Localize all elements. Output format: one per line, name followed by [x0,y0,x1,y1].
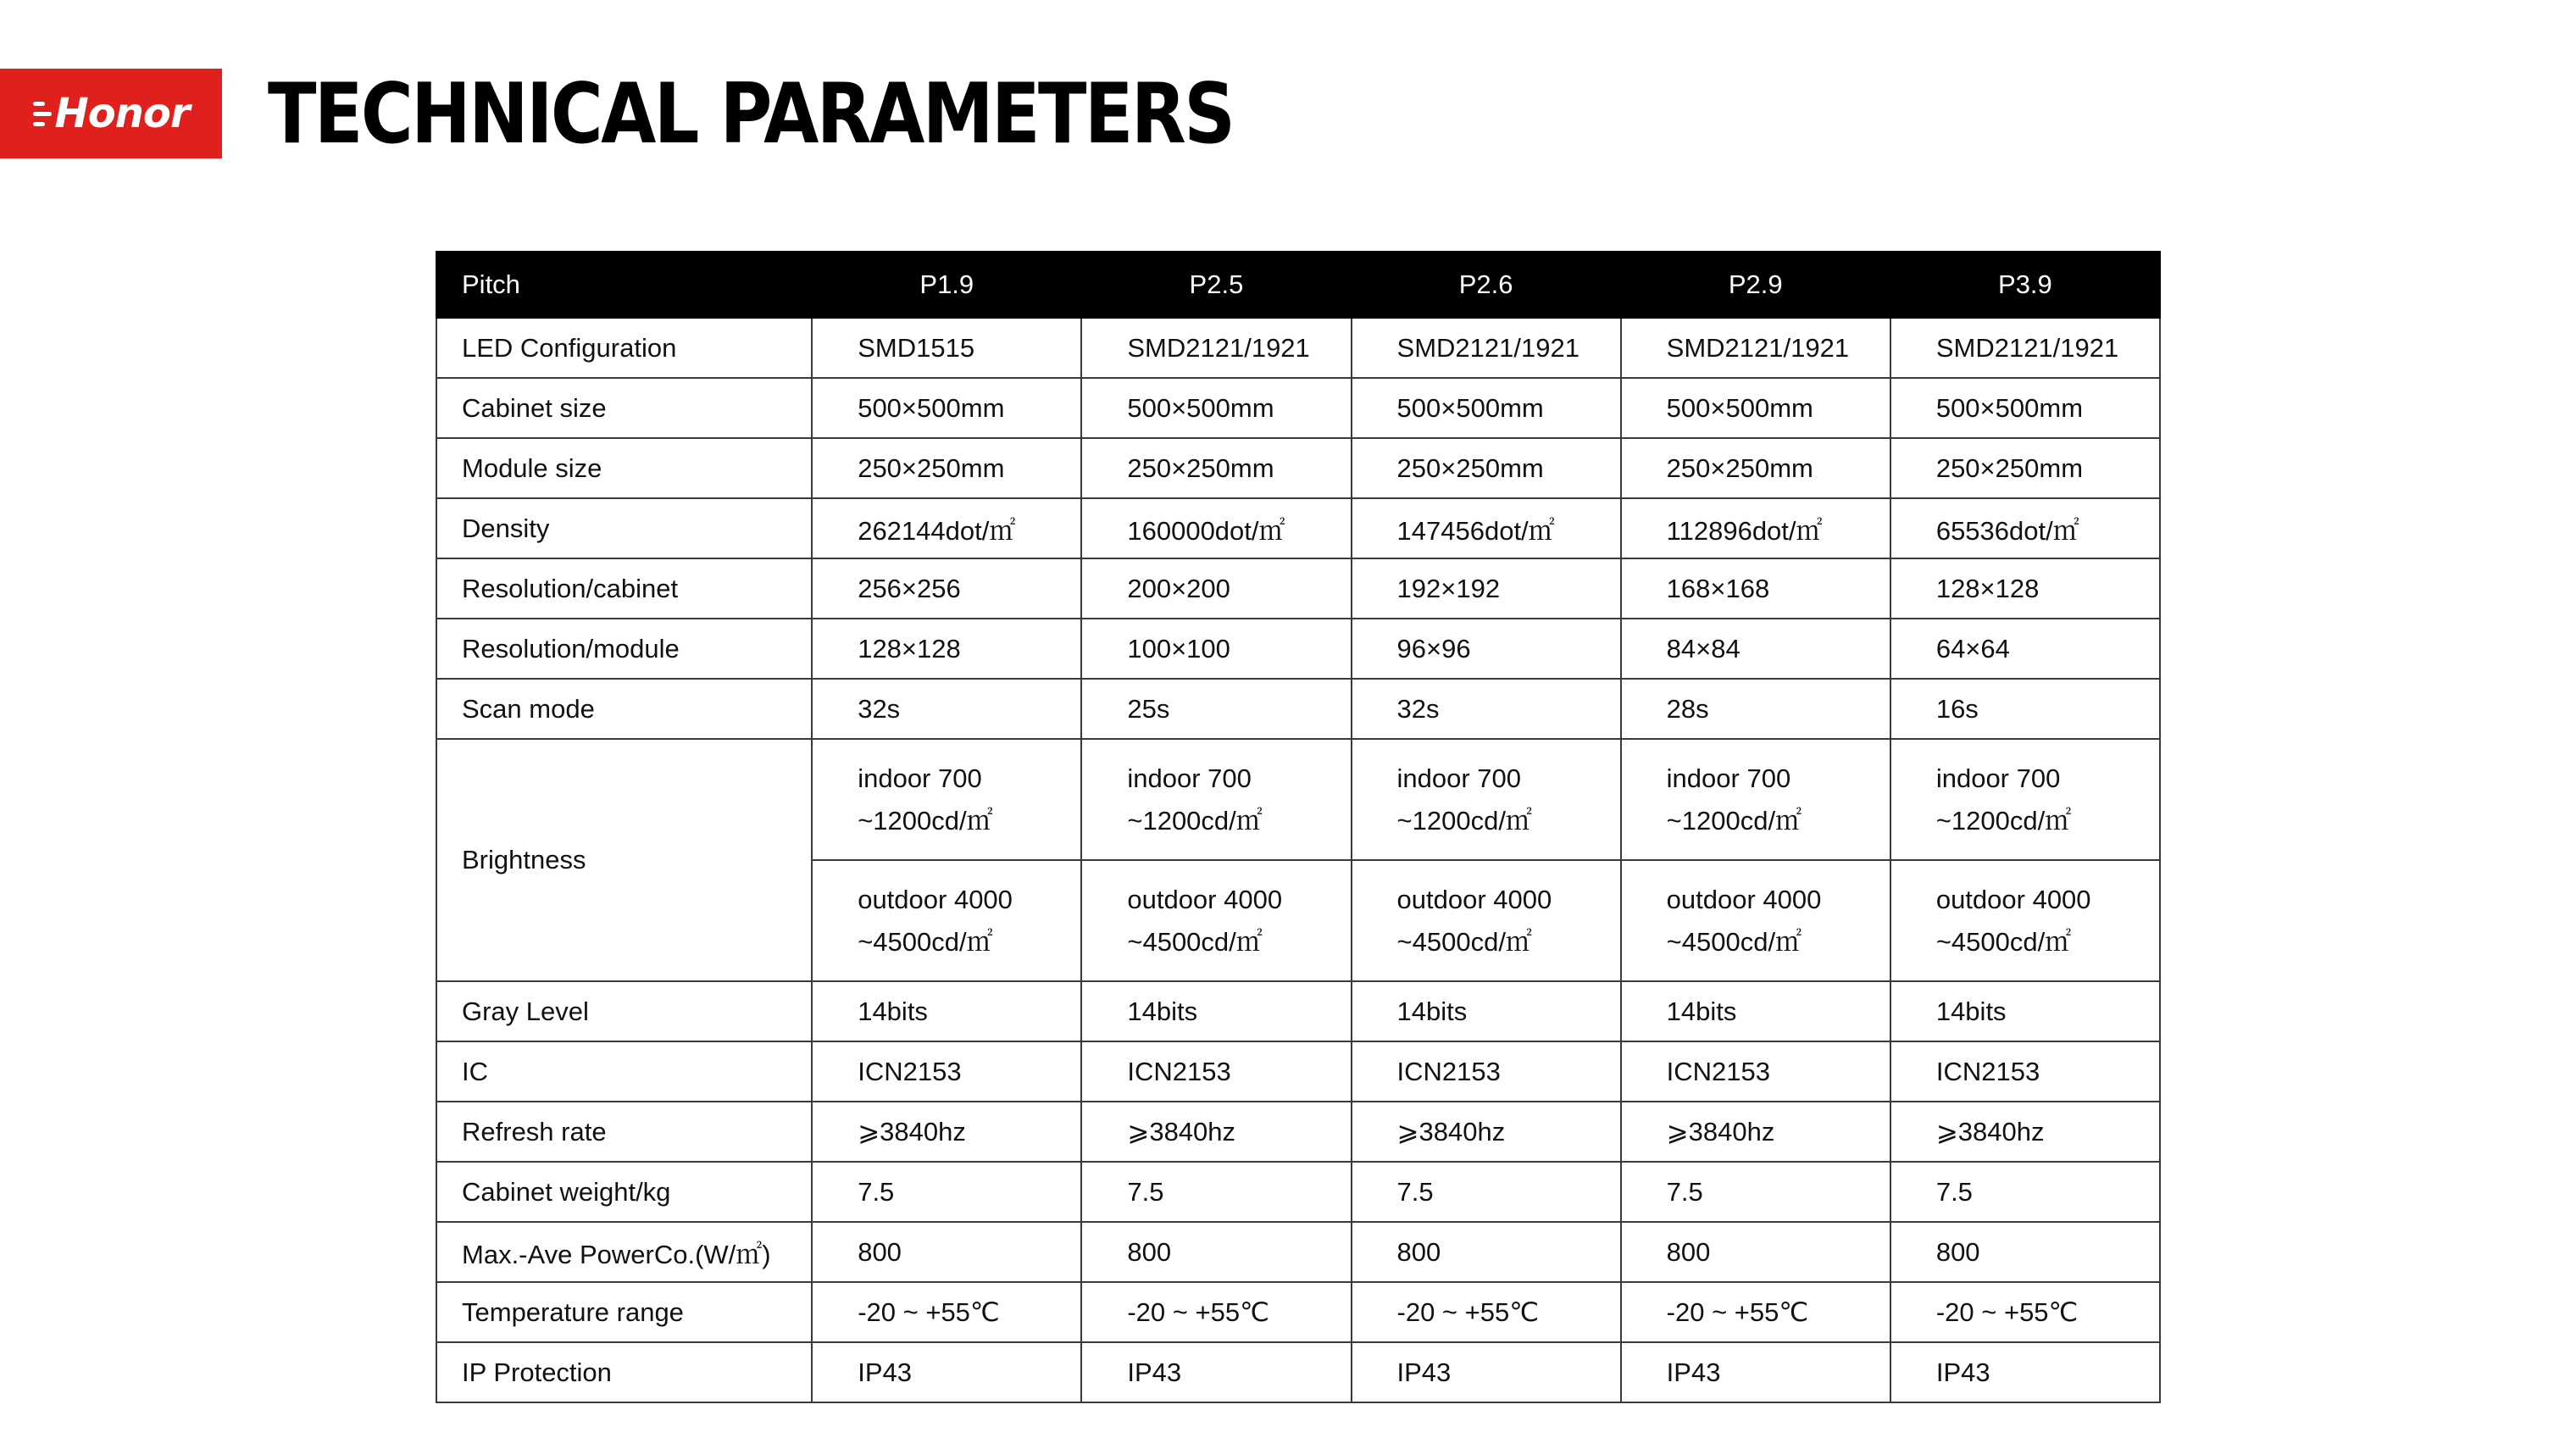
table-cell: SMD2121/1921 [1621,318,1890,378]
table-cell: IP43 [1081,1342,1351,1402]
table-cell: IP43 [1352,1342,1621,1402]
table-cell: 7.5 [1621,1162,1890,1222]
brightness-line2: ~4500cd/㎡ [1935,926,2072,957]
table-row-ip-protection [436,1342,2160,1402]
table-cell: 16s [1890,679,2160,739]
brightness-line2: ~1200cd/㎡ [1127,805,1263,836]
brightness-cell-outdoor [1352,860,1621,981]
table-cell: 800 [812,1222,1081,1282]
table-cell: ⩾3840hz [1352,1102,1621,1162]
brightness-line2: ~1200cd/㎡ [858,805,993,836]
brightness-line1: outdoor 4000 [1935,884,2091,914]
row-label: IC [436,1041,812,1102]
table-row-gray-level [436,981,2160,1041]
row-label: LED Configuration [436,318,812,378]
brightness-line1: outdoor 4000 [1396,884,1552,914]
brightness-line2: ~4500cd/㎡ [1127,926,1263,957]
table-cell: 128×128 [812,619,1081,679]
table-cell: 800 [1081,1222,1351,1282]
brightness-cell-indoor [1621,739,1890,860]
row-label: Refresh rate [436,1102,812,1162]
table-cell: ⩾3840hz [1081,1102,1351,1162]
table-cell: 64×64 [1890,619,2160,679]
table-cell: IP43 [1621,1342,1890,1402]
header-p2-6: P2.6 [1352,252,1621,318]
table-cell: IP43 [1890,1342,2160,1402]
brightness-cell-outdoor [1081,860,1351,981]
table-cell: 800 [1890,1222,2160,1282]
brand-logo [0,69,222,158]
table-cell: 25s [1081,679,1351,739]
table-cell: ICN2153 [1081,1041,1351,1102]
table-row-scan-mode [436,679,2160,739]
brightness-cell-outdoor [1890,860,2160,981]
brightness-line1: indoor 700 [1127,763,1252,793]
table-cell: 128×128 [1890,558,2160,619]
table-cell: -20 ~ +55℃ [1621,1282,1890,1342]
table-cell: SMD2121/1921 [1081,318,1351,378]
table-cell: 14bits [1621,981,1890,1041]
table-cell: 256×256 [812,558,1081,619]
brightness-line1: outdoor 4000 [858,884,1013,914]
header-p2-5: P2.5 [1081,252,1351,318]
table-cell: 250×250mm [1890,438,2160,498]
brightness-line2: ~1200cd/㎡ [1396,805,1532,836]
brightness-cell-indoor [812,739,1081,860]
row-label: Max.-Ave PowerCo.(W/㎡) [436,1222,812,1282]
table-cell: 14bits [812,981,1081,1041]
table-cell: 250×250mm [1081,438,1351,498]
row-label: Resolution/cabinet [436,558,812,619]
table-cell: 7.5 [1081,1162,1351,1222]
table-header-row [436,252,2160,318]
table-cell: 32s [812,679,1081,739]
header-pitch: Pitch [436,252,812,318]
header-p1-9: P1.9 [812,252,1081,318]
table-cell: 32s [1352,679,1621,739]
row-label: Density [436,498,812,558]
table-cell: 192×192 [1352,558,1621,619]
table-row-resolution-cabinet [436,558,2160,619]
brightness-line1: indoor 700 [1666,763,1791,793]
table-cell: 14bits [1890,981,2160,1041]
table-row-module-size [436,438,2160,498]
row-label: Gray Level [436,981,812,1041]
row-label: Brightness [436,739,812,981]
table-cell: ICN2153 [1352,1041,1621,1102]
table-cell: 500×500mm [1621,378,1890,438]
table-cell: SMD2121/1921 [1352,318,1621,378]
table-cell: -20 ~ +55℃ [1890,1282,2160,1342]
table-cell: -20 ~ +55℃ [1352,1282,1621,1342]
row-label: Scan mode [436,679,812,739]
table-cell: 100×100 [1081,619,1351,679]
table-cell: 7.5 [1352,1162,1621,1222]
table-cell: 262144dot/㎡ [812,498,1081,558]
table-cell: ICN2153 [812,1041,1081,1102]
brightness-cell-outdoor [812,860,1081,981]
table-cell: ⩾3840hz [812,1102,1081,1162]
table-cell: 500×500mm [1081,378,1351,438]
row-label: Temperature range [436,1282,812,1342]
brightness-cell-indoor [1352,739,1621,860]
brightness-line2: ~1200cd/㎡ [1666,805,1802,836]
row-label: Cabinet weight/kg [436,1162,812,1222]
table-cell: 96×96 [1352,619,1621,679]
table-cell: 250×250mm [812,438,1081,498]
table-cell: SMD1515 [812,318,1081,378]
row-label: Cabinet size [436,378,812,438]
table-row-cabinet-size [436,378,2160,438]
table-row-temperature-range [436,1282,2160,1342]
header-p3-9: P3.9 [1890,252,2160,318]
brightness-line2: ~4500cd/㎡ [858,926,993,957]
technical-parameters-table [436,251,2161,1403]
table-cell: ⩾3840hz [1621,1102,1890,1162]
brightness-cell-outdoor [1621,860,1890,981]
table-row-density [436,498,2160,558]
table-cell: ICN2153 [1890,1041,2160,1102]
brightness-line1: indoor 700 [1935,763,2061,793]
table-row-led-configuration [436,318,2160,378]
brightness-cell-indoor [1890,739,2160,860]
table-cell: 7.5 [1890,1162,2160,1222]
table-row-resolution-module [436,619,2160,679]
table-cell: 500×500mm [812,378,1081,438]
table-cell: 65536dot/㎡ [1890,498,2160,558]
brightness-line1: outdoor 4000 [1127,884,1283,914]
brightness-line2: ~4500cd/㎡ [1666,926,1802,957]
table-cell: 160000dot/㎡ [1081,498,1351,558]
table-row-ic [436,1041,2160,1102]
table-row-refresh-rate [436,1102,2160,1162]
table-cell: 14bits [1352,981,1621,1041]
brightness-cell-indoor [1081,739,1351,860]
brightness-line1: indoor 700 [858,763,982,793]
header-p2-9: P2.9 [1621,252,1890,318]
brightness-line1: indoor 700 [1396,763,1522,793]
logo-speed-lines-icon [33,102,52,126]
table-cell: 250×250mm [1621,438,1890,498]
row-label: Module size [436,438,812,498]
table-cell: 200×200 [1081,558,1351,619]
table-cell: IP43 [812,1342,1081,1402]
table-cell: -20 ~ +55℃ [812,1282,1081,1342]
table-cell: 168×168 [1621,558,1890,619]
table-cell: 14bits [1081,981,1351,1041]
table-cell: 28s [1621,679,1890,739]
table-cell: 7.5 [812,1162,1081,1222]
brightness-line2: ~4500cd/㎡ [1396,926,1532,957]
logo-text: Honor [54,90,190,137]
row-label: IP Protection [436,1342,812,1402]
table-cell: ICN2153 [1621,1041,1890,1102]
brightness-line2: ~1200cd/㎡ [1935,805,2072,836]
table-row-max-ave-powerco-w [436,1222,2160,1282]
table-cell: ⩾3840hz [1890,1102,2160,1162]
table-cell: 800 [1621,1222,1890,1282]
table-cell: -20 ~ +55℃ [1081,1282,1351,1342]
brightness-line1: outdoor 4000 [1666,884,1822,914]
table-cell: 147456dot/㎡ [1352,498,1621,558]
table-cell: 500×500mm [1890,378,2160,438]
table-row-brightness-indoor [436,739,2160,860]
table-cell: 112896dot/㎡ [1621,498,1890,558]
row-label: Resolution/module [436,619,812,679]
table-cell: 800 [1352,1222,1621,1282]
table-cell: SMD2121/1921 [1890,318,2160,378]
table-cell: 500×500mm [1352,378,1621,438]
page-title: TECHNICAL PARAMETERS [268,66,1234,163]
table-row-cabinet-weight-kg [436,1162,2160,1222]
table-cell: 84×84 [1621,619,1890,679]
table-cell: 250×250mm [1352,438,1621,498]
